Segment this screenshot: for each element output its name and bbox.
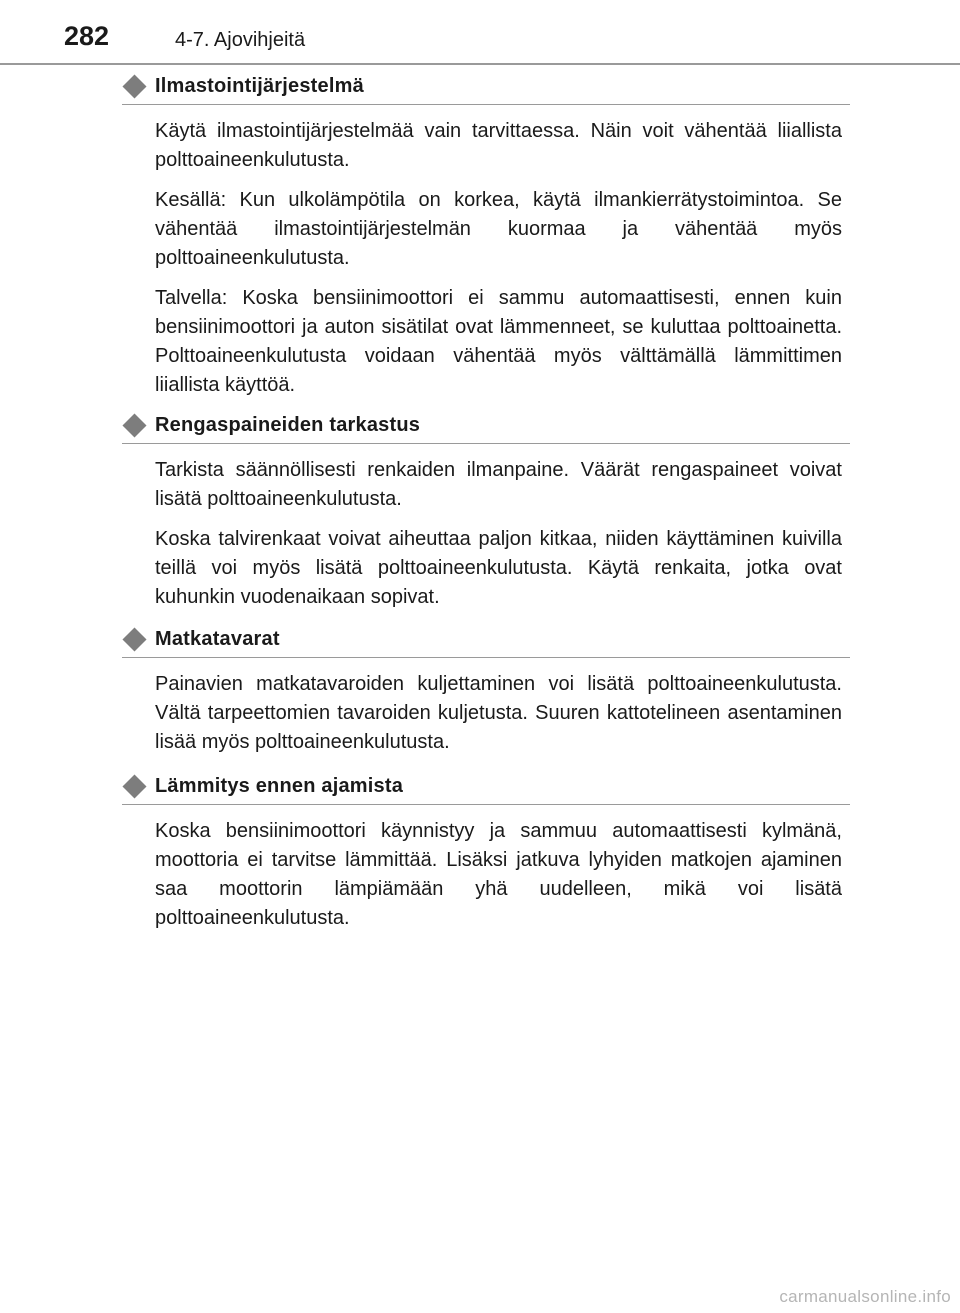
section-title: Matkatavarat bbox=[155, 628, 280, 650]
section-title: Rengaspaineiden tarkastus bbox=[155, 414, 421, 436]
page-number: 282 bbox=[64, 21, 110, 51]
paragraph: Koska talvirenkaat voivat aiheuttaa paljon kitkaa, niiden käyttäminen kuivilla teillä voi myös lisätä polttoaineenkulutusta. Käytä renkaita, jotka ovat kuhunkin vuodenaikaan sopivat. bbox=[155, 528, 842, 608]
watermark: carmanualsonline.info bbox=[779, 1287, 951, 1306]
section-body bbox=[155, 670, 842, 768]
section-title: Ilmastointijärjestelmä bbox=[155, 75, 364, 97]
section-rule bbox=[122, 657, 850, 658]
paragraph: Kesällä: Kun ulkolämpötila on korkea, käytä ilmankierrätystoimintoa. Se vähentää ilmastointijärjestelmän kuormaa ja vähentää myös polttoaineenkulutusta. bbox=[155, 189, 842, 269]
header-rule bbox=[0, 63, 960, 65]
section-rule bbox=[122, 804, 850, 805]
diamond-bullet-icon bbox=[122, 74, 146, 98]
paragraph: Käytä ilmastointijärjestelmää vain tarvittaessa. Näin voit vähentää liiallista polttoaineenkulutusta. bbox=[155, 120, 842, 171]
paragraph: Koska bensiinimoottori käynnistyy ja sammuu automaattisesti kylmänä, moottoria ei tarvitse lämmittää. Lisäksi jatkuva lyhyiden matkojen ajaminen saa moottorin lämpiämään yhä uudelleen, mikä voi lisätä polttoaineenkulutusta. bbox=[155, 820, 842, 929]
paragraph: Tarkista säännöllisesti renkaiden ilmanpaine. Väärät rengaspaineet voivat lisätä polttoaineenkulutusta. bbox=[155, 459, 842, 510]
section-body bbox=[155, 117, 842, 411]
section-body bbox=[155, 817, 842, 944]
paragraph: Painavien matkatavaroiden kuljettaminen voi lisätä polttoaineenkulutusta. Vältä tarpeettomien tavaroiden kuljetusta. Suuren kattotelineen asentaminen lisää myös polttoaineenkulutusta. bbox=[155, 673, 842, 753]
paragraph: Talvella: Koska bensiinimoottori ei sammu automaattisesti, ennen kuin bensiinimoottori ja auton sisätilat ovat lämmenneet, se kuluttaa polttoainetta. Polttoaineenkulutusta voidaan vähentää myös välttämällä lämmittimen liiallista käyttöä. bbox=[155, 287, 842, 396]
section-heading bbox=[122, 774, 850, 804]
section-rule bbox=[122, 104, 850, 105]
page-header bbox=[0, 0, 960, 64]
chapter-title: 4-7. Ajovihjeitä bbox=[175, 29, 306, 51]
diamond-bullet-icon bbox=[122, 627, 146, 651]
section-title: Lämmitys ennen ajamista bbox=[155, 775, 404, 797]
section-heading bbox=[122, 413, 850, 443]
section-heading bbox=[122, 74, 850, 104]
section-body bbox=[155, 456, 842, 623]
section-rule bbox=[122, 443, 850, 444]
diamond-bullet-icon bbox=[122, 774, 146, 798]
diamond-bullet-icon bbox=[122, 413, 146, 437]
section-heading bbox=[122, 627, 850, 657]
